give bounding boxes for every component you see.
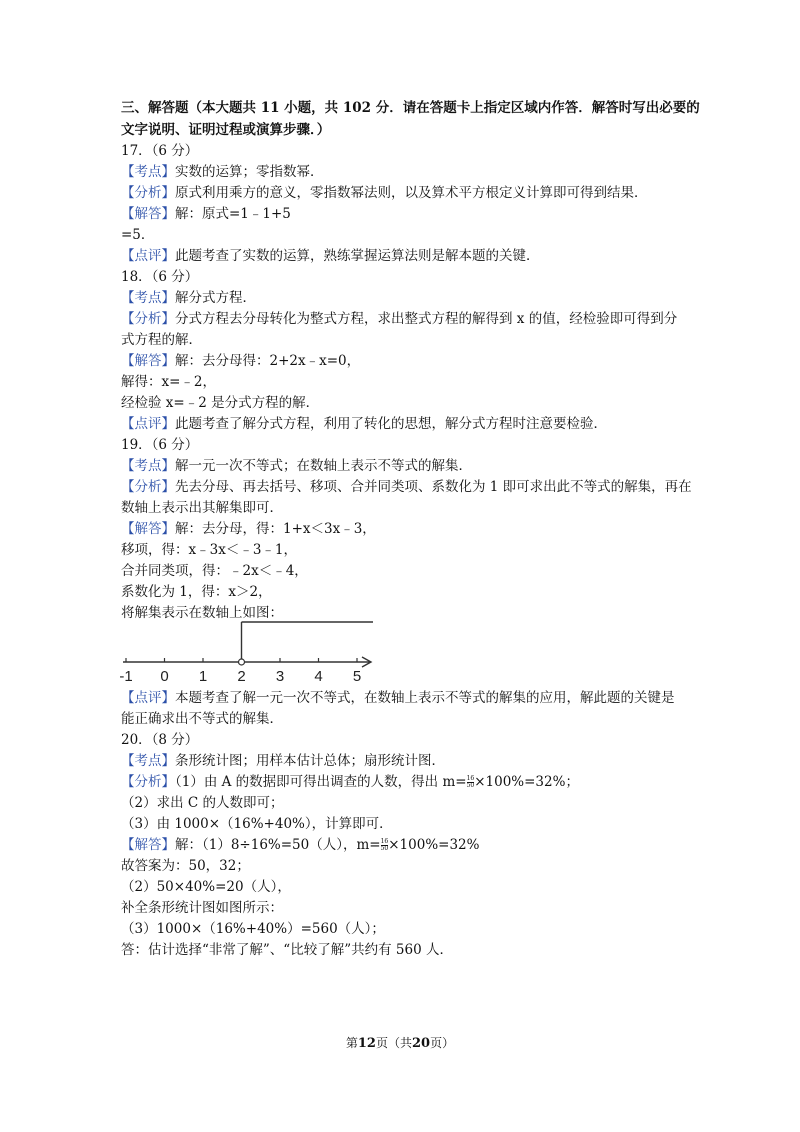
- number-line-tick-label: 4: [314, 668, 323, 685]
- number-line-tick-label: 2: [237, 668, 246, 685]
- fenxi-tag: 【分析】: [121, 185, 175, 201]
- q20-jieda-line3: （2）50×40%=20（人），: [121, 879, 291, 895]
- q20-jieda-line2: 故答案为：50，32；: [121, 858, 250, 874]
- number-line-figure: [118, 618, 383, 686]
- q17-fenxi: 【分析】原式利用乘方的意义，零指数幂法则，以及算术平方根定义计算即可得到结果．: [121, 185, 648, 201]
- q20-jieda-line4: 补全条形统计图如图所示：: [121, 900, 283, 916]
- page-number: 12: [357, 1036, 376, 1051]
- number-line-tick-label: 5: [352, 668, 362, 685]
- q17-heading: 17．（6 分）: [121, 143, 199, 159]
- page-footer: 第12页（共20页）: [345, 1036, 455, 1051]
- q19-jieda-line5: 将解集表示在数轴上如图：: [121, 605, 283, 621]
- open-circle-marker: [239, 659, 245, 665]
- jieda-tag: 【解答】: [121, 837, 175, 853]
- q19-jieda-line4: 系数化为 1，得：x＞2，: [121, 584, 272, 600]
- q20-jieda: 【解答】解：（1）8÷16%=50（人），m= $\frac{16}{50}$ ×100%=32%: [121, 837, 480, 853]
- q19-heading: 19．（6 分）: [121, 437, 199, 453]
- q19-fenxi-line2: 数轴上表示出其解集即可．: [121, 500, 283, 516]
- number-line-tick-label: -1: [119, 668, 133, 685]
- fraction: $\frac{16}{50}$: [466, 775, 475, 789]
- fenxi-tag: 【分析】: [121, 479, 175, 495]
- q17-kaodian: 【考点】实数的运算；零指数幂．: [121, 164, 324, 180]
- q20-jieda-line5: （3）1000×（16%+40%）=560（人）；: [121, 921, 385, 937]
- kaodian-tag: 【考点】: [121, 290, 175, 306]
- jieda-tag: 【解答】: [121, 353, 175, 369]
- q18-heading: 18．（6 分）: [121, 269, 199, 285]
- q20-kaodian: 【考点】条形统计图；用样本估计总体；扇形统计图．: [121, 753, 445, 769]
- kaodian-tag: 【考点】: [121, 164, 175, 180]
- number-line-tick-label: 3: [275, 668, 285, 685]
- q20-heading: 20．（8 分）: [121, 732, 199, 748]
- q20-fenxi: 【分析】（1）由 A 的数据即可得出调查的人数，得出 m= $\frac{16}{50}$ ×100%=32%；: [121, 774, 579, 790]
- dianping-tag: 【点评】: [121, 690, 175, 706]
- q18-jieda-line2: 解得：x=﹣2，: [121, 374, 217, 390]
- number-line-tick-label: 0: [160, 668, 169, 685]
- q18-jieda-line3: 经检验 x=﹣2 是分式方程的解．: [121, 395, 320, 411]
- q18-fenxi: 【分析】分式方程去分母转化为整式方程，求出整式方程的解得到 x 的值，经检验即可得到分: [121, 311, 678, 327]
- q19-kaodian: 【考点】解一元一次不等式；在数轴上表示不等式的解集．: [121, 458, 472, 474]
- fenxi-tag: 【分析】: [121, 774, 175, 790]
- q18-dianping: 【点评】此题考查了解分式方程，利用了转化的思想，解分式方程时注意要检验．: [121, 416, 607, 432]
- q18-jieda: 【解答】解：去分母得：2+2x﹣x=0，: [121, 353, 361, 369]
- jieda-tag: 【解答】: [121, 521, 175, 537]
- fraction: $\frac{16}{50}$: [380, 838, 389, 852]
- section-title-line2: 文字说明、证明过程或演算步骤．）: [121, 122, 331, 138]
- dianping-tag: 【点评】: [121, 248, 175, 264]
- q19-fenxi: 【分析】先去分母、再去括号、移项、合并同类项、系数化为 1 即可求出此不等式的解集，再在: [121, 479, 692, 495]
- q19-dianping-line2: 能正确求出不等式的解集．: [121, 711, 283, 727]
- kaodian-tag: 【考点】: [121, 753, 175, 769]
- section-title-line1: 三、解答题（本大题共 11 小题，共 102 分．请在答题卡上指定区域内作答．解答时写出必要的: [121, 100, 700, 116]
- kaodian-tag: 【考点】: [121, 458, 175, 474]
- q18-kaodian: 【考点】解分式方程．: [121, 290, 256, 306]
- q19-jieda: 【解答】解：去分母，得：1+x＜3x﹣3，: [121, 521, 376, 537]
- q20-fenxi-line2: （2）求出 C 的人数即可；: [121, 795, 284, 811]
- jieda-tag: 【解答】: [121, 206, 175, 222]
- q17-jieda-line2: =5．: [121, 227, 155, 243]
- q17-jieda: 【解答】解：原式=1﹣1+5: [121, 206, 291, 222]
- q19-dianping: 【点评】本题考查了解一元一次不等式，在数轴上表示不等式的解集的应用，解此题的关键是: [121, 690, 675, 706]
- q19-jieda-line3: 合并同类项，得：﹣2x＜﹣4，: [121, 563, 308, 579]
- q19-jieda-line2: 移项，得：x﹣3x＜﹣3﹣1，: [121, 542, 297, 558]
- q20-fenxi-line3: （3）由 1000×（16%+40%），计算即可．: [121, 816, 393, 832]
- number-line-tick-label: 1: [198, 668, 208, 685]
- q20-jieda-line6: 答：估计选择“非常了解”、“比较了解”共约有 560 人．: [121, 942, 453, 958]
- dianping-tag: 【点评】: [121, 416, 175, 432]
- q18-fenxi-line2: 式方程的解．: [121, 332, 202, 348]
- q17-dianping: 【点评】此题考查了实数的运算，熟练掌握运算法则是解本题的关键．: [121, 248, 540, 264]
- fenxi-tag: 【分析】: [121, 311, 175, 327]
- page-total: 20: [412, 1036, 431, 1051]
